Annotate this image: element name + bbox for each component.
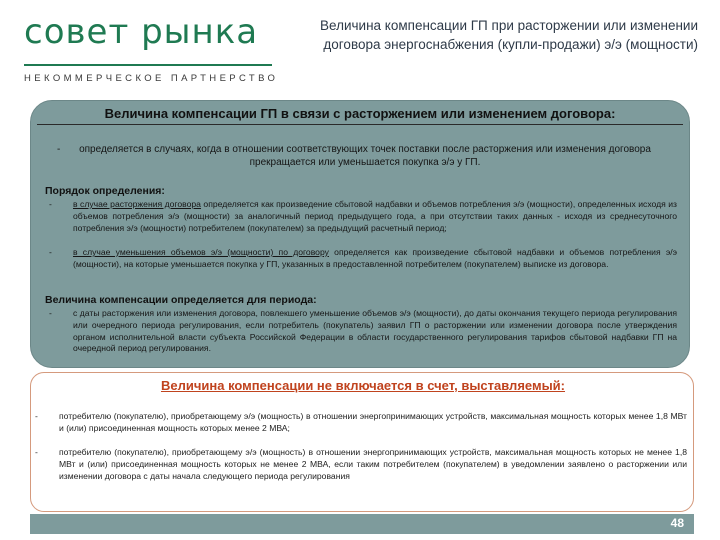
bullet-dash: - (49, 247, 52, 257)
logo (24, 12, 284, 84)
exclusion-item-text: потребителю (покупателю), приобретающему э/э (мощность) в отношении энергопринимающих устройств, максимальная мощность которых менее 1,8 МВт и (или) присоединенная мощность которых менее 2 МВА; (59, 411, 687, 433)
bullet-dash: - (57, 144, 61, 155)
exclusion-item-text: потребителю (покупателю), приобретающему э/э (мощность) в отношении энергопринимающих устройств, максимальная мощность которых не менее 1,8 МВт и (или) присоединенная мощность которых не менее 2 МВА, если таким потребителем (покупателем) в уведомлении заявлено о расторжении или изменении договора с даты начала следующего периода регулирования (59, 447, 687, 481)
bullet-dash: - (35, 411, 38, 421)
compensation-panel-heading: Величина компенсации ГП в связи с расторжением или изменением договора: (37, 106, 683, 125)
slide-title: Величина компенсации ГП при расторжении или изменении договора энергоснабжения (купли-продажи) э/э (мощности) (320, 18, 698, 52)
page-number: 48 (670, 516, 684, 530)
exclusion-item (27, 411, 687, 435)
exclusions-heading: Величина компенсации не включается в счет, выставляемый: (160, 378, 566, 393)
procedure-item-text: определяется как произведение сбытовой надбавки и объемов потребления э/э (мощности), на которые уменьшается покупка у ГП, указанных в предоставленной потребителем (покупателем) выписке из договора. (73, 247, 677, 269)
procedure-item-underlined: в случае расторжения договора (73, 199, 201, 209)
logo-wordmark: совет рынка (24, 12, 259, 52)
period-item (45, 308, 677, 355)
procedure-item-termination (45, 199, 677, 234)
bullet-dash: - (49, 199, 52, 209)
logo-subtitle: НЕКОММЕРЧЕСКОЕ ПАРТНЕРСТВО (24, 73, 279, 84)
procedure-item-reduction (45, 247, 677, 271)
procedure-item-text: определяется как произведение сбытовой надбавки и объемов потребления э/э (мощности), определенных исходя из объемов потребления э/э (мощности) за аналогичный период предыдущего года, а при отсутствии таких данных - исходя из среднесуточного потребления э/э (мощности) потребителем (покупателем) за предыдущий расчетный период; (73, 199, 677, 233)
period-item-text: с даты расторжения или изменения договора, повлекшего уменьшение объемов э/э (мощности), до даты окончания текущего периода регулирования или очередного периода регулирования, если потребитель (покупатель) заявил ГП о расторжении или изменении договора после утверждения органом исполнительной власти субъекта Российской Федерации в области государственного регулирования тарифов сбытовой надбавки ГП на очередной период регулирования. (73, 308, 677, 354)
bullet-dash: - (49, 308, 52, 318)
procedure-title: Порядок определения: (45, 185, 165, 197)
compensation-panel (30, 100, 690, 368)
lead-text: определяется в случаях, когда в отношении соответствующих точек поставки после расторжения или изменения договора прекращается или уменьшается покупка э/э у ГП. (79, 144, 651, 168)
logo-divider (24, 64, 272, 66)
compensation-lead-text (57, 143, 655, 169)
procedure-item-underlined: в случае уменьшения объемов э/э (мощности) по договору (73, 247, 329, 257)
bullet-dash: - (35, 447, 38, 457)
period-title: Величина компенсации определяется для периода: (45, 294, 317, 306)
exclusions-panel (30, 372, 694, 512)
exclusion-item (27, 447, 687, 482)
footer-bar (30, 514, 694, 534)
